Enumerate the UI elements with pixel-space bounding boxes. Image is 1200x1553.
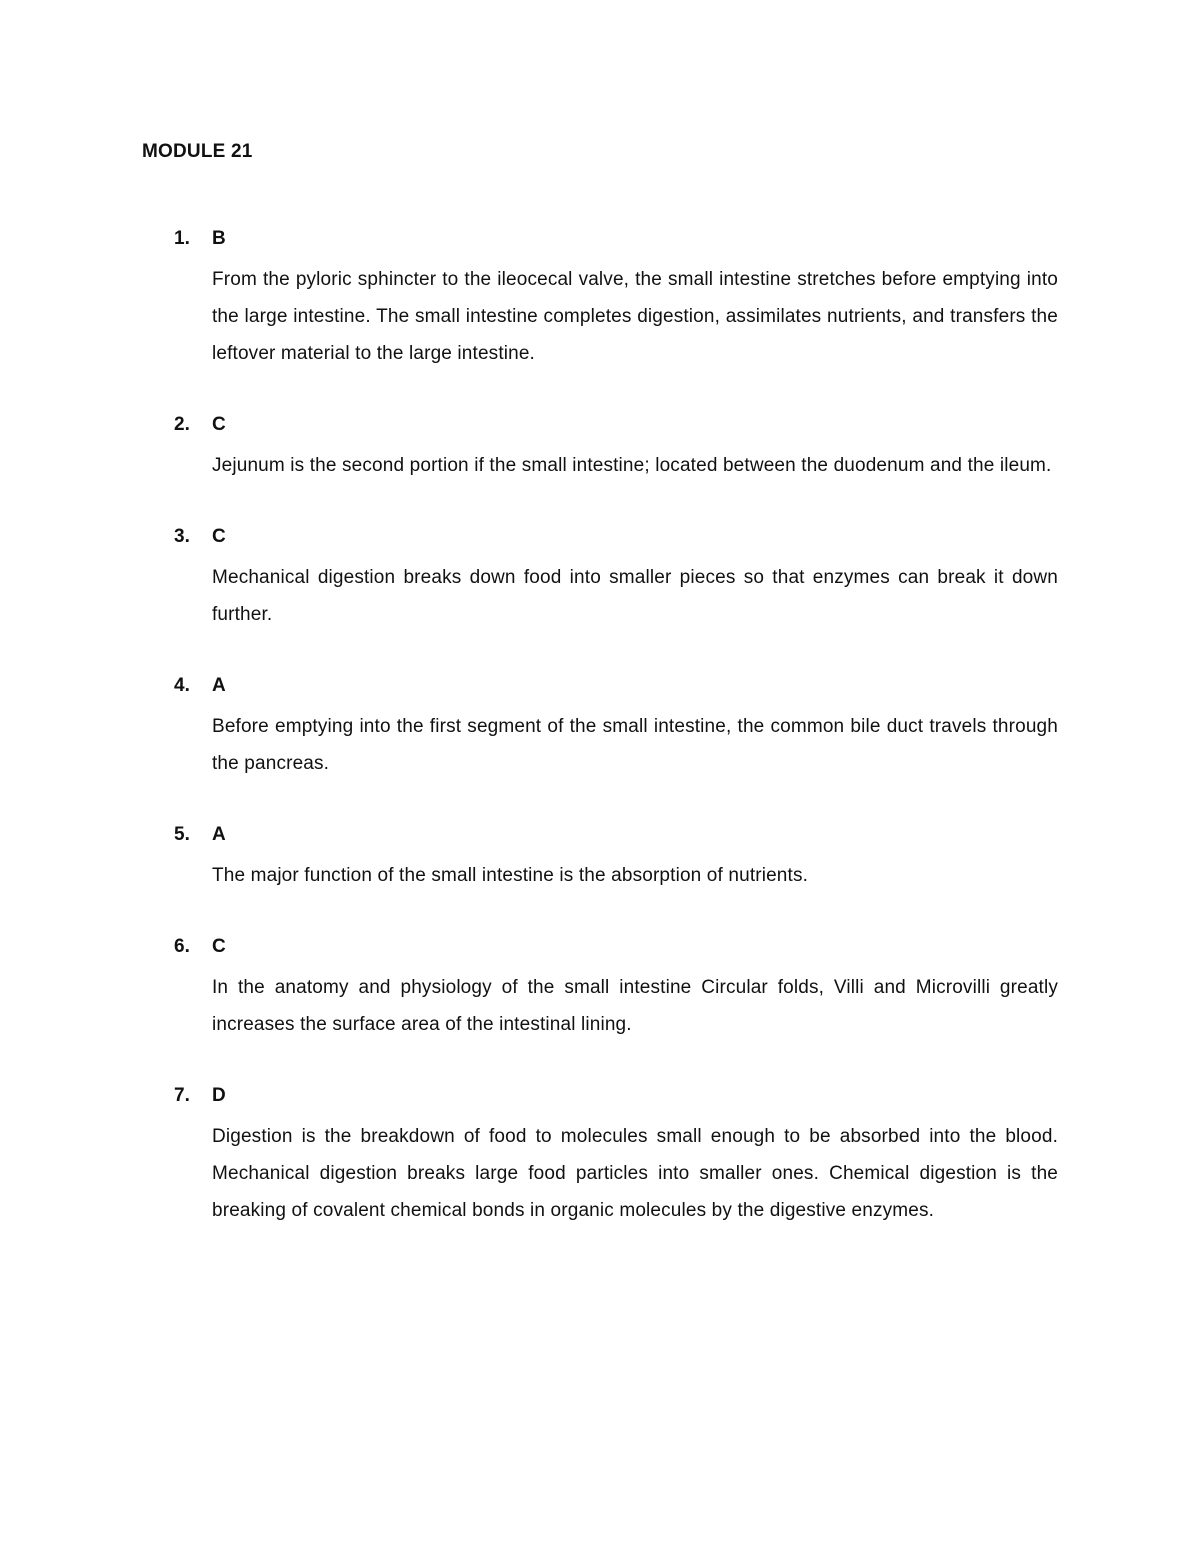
answer-list — [0, 224, 1200, 1267]
answer-number: 4. — [174, 675, 190, 696]
answer-letter: B — [212, 228, 226, 249]
answer-head — [0, 410, 1200, 447]
answer-item-5 — [0, 820, 1200, 894]
answer-explanation: From the pyloric sphincter to the ileocecal valve, the small intestine stretches before emptying into the large intestine. The small intestine completes digestion, assimilates nutrients, and transfers the leftover material to the large intestine. — [212, 269, 1058, 364]
answer-letter: A — [212, 675, 226, 696]
answer-head — [0, 932, 1200, 969]
answer-letter: C — [212, 526, 226, 547]
answer-item-4 — [0, 671, 1200, 782]
answer-explanation: In the anatomy and physiology of the small intestine Circular folds, Villi and Microvilli greatly increases the surface area of the intestinal lining. — [212, 977, 1058, 1035]
answer-number: 7. — [174, 1085, 190, 1106]
answer-head — [0, 224, 1200, 261]
answer-explanation: Before emptying into the first segment of the small intestine, the common bile duct travels through the pancreas. — [212, 716, 1058, 774]
answer-explanation: Digestion is the breakdown of food to molecules small enough to be absorbed into the blood. Mechanical digestion breaks large food particles into smaller ones. Chemical digestion is the breaking of covalent chemical bonds in organic molecules by the digestive enzymes. — [212, 1126, 1058, 1221]
answer-item-7 — [0, 1081, 1200, 1229]
answer-letter: D — [212, 1085, 226, 1106]
answer-item-6 — [0, 932, 1200, 1043]
answer-number: 5. — [174, 824, 190, 845]
answer-item-2 — [0, 410, 1200, 484]
answer-number: 3. — [174, 526, 190, 547]
module-title: MODULE 21 — [142, 141, 253, 162]
answer-number: 2. — [174, 414, 190, 435]
answer-explanation: Jejunum is the second portion if the small intestine; located between the duodenum and the ileum. — [212, 455, 1052, 476]
answer-number: 6. — [174, 936, 190, 957]
answer-head — [0, 522, 1200, 559]
answer-head — [0, 1081, 1200, 1118]
answer-letter: A — [212, 824, 226, 845]
answer-explanation: The major function of the small intestine is the absorption of nutrients. — [212, 865, 809, 886]
answer-letter: C — [212, 414, 226, 435]
answer-item-3 — [0, 522, 1200, 633]
answer-letter: C — [212, 936, 226, 957]
answer-head — [0, 820, 1200, 857]
answer-item-1 — [0, 224, 1200, 372]
answer-explanation: Mechanical digestion breaks down food into smaller pieces so that enzymes can break it down further. — [212, 567, 1058, 625]
answer-head — [0, 671, 1200, 708]
answer-number: 1. — [174, 228, 190, 249]
